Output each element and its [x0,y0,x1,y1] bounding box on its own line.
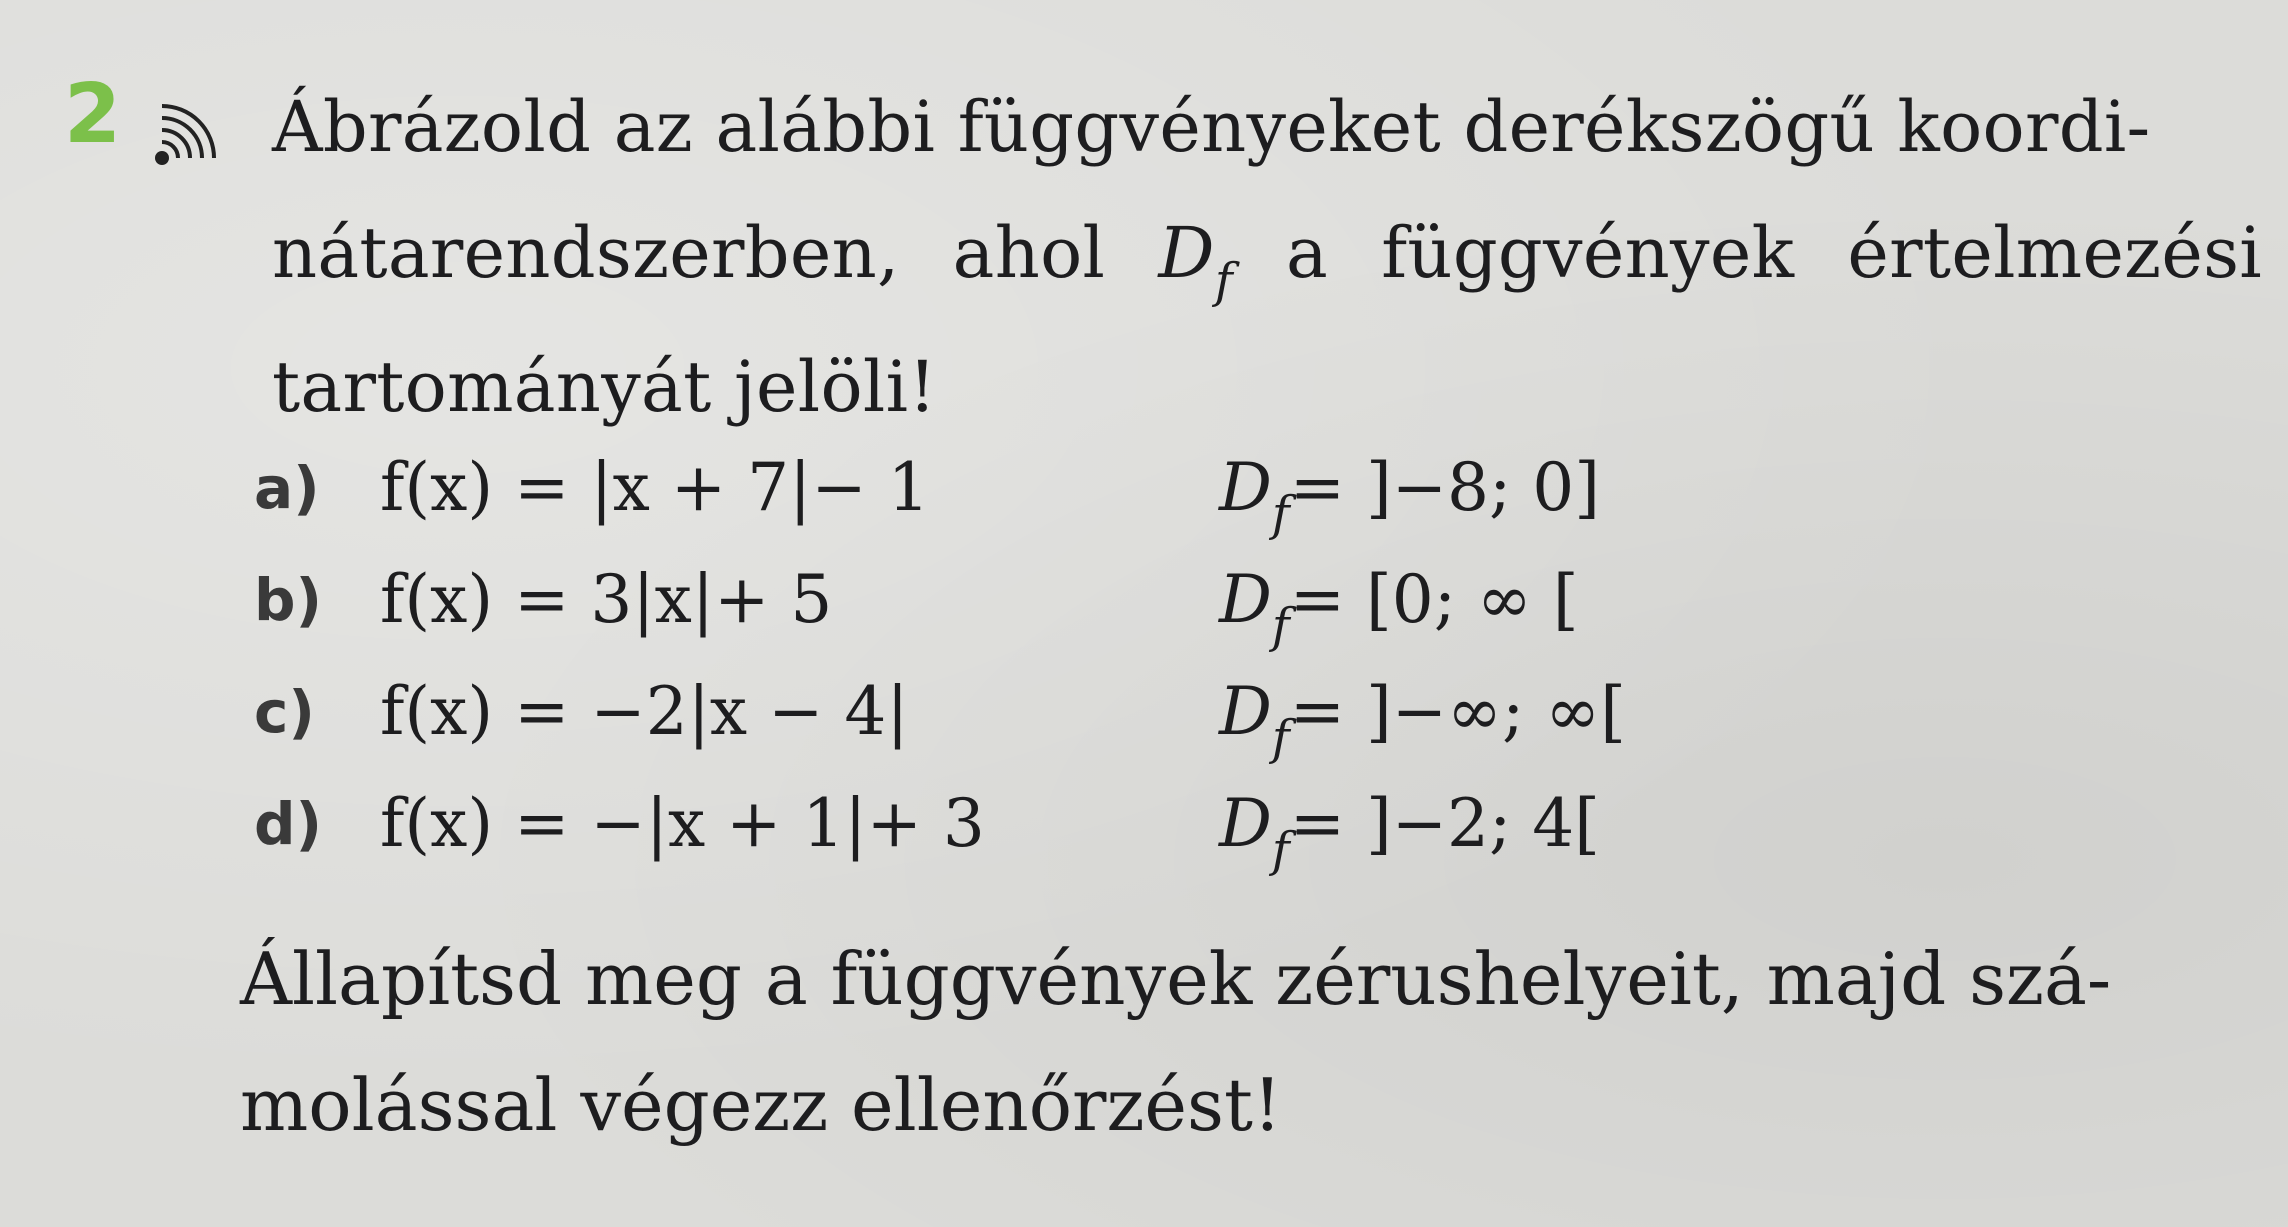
instruction-line-2-start: nátarendszerben, ahol [272,212,1106,294]
function-domain: $D_f= [0$; ∞ [ [1219,561,1579,654]
instruction-line-1: Ábrázold az alábbi függvényeket derékszögű koordi- [272,86,2151,168]
listening-icon [154,96,232,168]
list-item [254,768,2014,880]
item-label: d) [254,790,323,858]
function-formula: f(x) = −|x + 1|+ 3 [380,785,985,862]
list-item [254,544,2014,656]
function-formula: f(x) = 3|x|+ 5 [380,561,833,638]
follow-up-line-1: Állapítsd meg a függvények zérushelyeit, majd szá- [240,937,2112,1021]
function-domain: $D_f=$ ]−∞; ∞[ [1219,673,1626,766]
domain-symbol: $D_f$ [1158,212,1233,309]
task-number: 2 [64,67,122,162]
domain-subscript: f [1214,253,1233,309]
follow-up-instructions [240,916,2200,1168]
item-label: b) [254,566,323,634]
function-domain: $D_f= ]-8$; 0] [1219,449,1600,542]
list-item [254,656,2014,768]
function-list [254,432,2014,880]
item-label: c) [254,678,315,746]
instruction-line-2-end: a függvények értelmezési [1286,212,2262,294]
function-formula: f(x) = −2|x − 4| [380,673,909,750]
function-formula: f(x) = |x + 7|− 1 [380,449,930,526]
instruction-line-3: tartományát jelöli! [272,346,937,428]
instruction-line-2 [272,190,2262,324]
list-item [254,432,2014,544]
item-label: a) [254,454,320,522]
follow-up-line-2: molással végezz ellenőrzést! [240,1063,1282,1147]
task-instructions [272,64,2262,450]
function-domain: $D_f= ]-2$; 4[ [1219,785,1600,878]
